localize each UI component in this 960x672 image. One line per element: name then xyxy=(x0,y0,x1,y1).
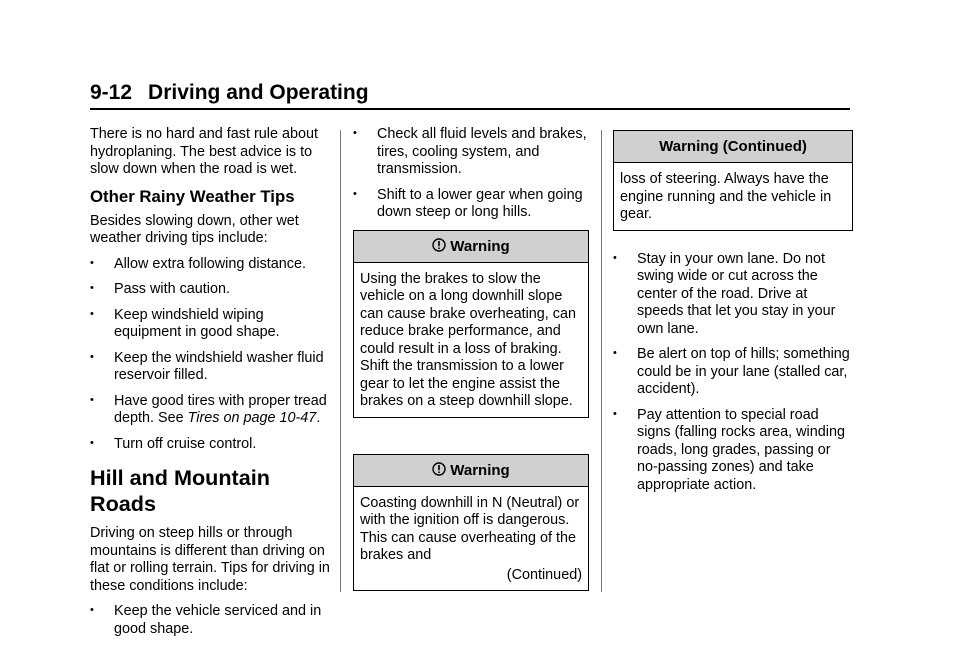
column-divider-1 xyxy=(340,130,341,592)
hydroplaning-paragraph: There is no hard and fast rule about hydroplaning. The best advice is to slow down when the road is wet. xyxy=(90,126,318,177)
list-item: • Pass with caution. xyxy=(90,281,230,297)
warning-symbol-icon xyxy=(432,238,446,252)
list-item: • Check all fluid levels and brakes, tires, cooling system, and transmission. xyxy=(353,126,587,177)
hill-intro-paragraph: Driving on steep hills or through mountains is different than driving on flat or rolling terrain. Tips for driving in these conditions include: xyxy=(90,525,330,594)
hill-tips-list xyxy=(90,603,330,638)
warning-title: Warning (Continued) xyxy=(614,131,852,163)
list-item: • Turn off cruise control. xyxy=(90,435,257,452)
list-item: • Keep the vehicle serviced and in good shape. xyxy=(90,603,322,637)
coasting-warning-continued xyxy=(613,130,853,231)
continued-label: (Continued) xyxy=(506,566,582,583)
column-divider-2 xyxy=(601,130,602,592)
page-number: 9-12 xyxy=(90,81,133,104)
bullet-icon: • xyxy=(90,436,94,449)
bullet-icon: • xyxy=(613,407,617,420)
list-item: • Allow extra following distance. xyxy=(90,255,306,272)
bullet-icon: • xyxy=(353,187,357,200)
bullet-icon: • xyxy=(90,282,94,294)
brake-overheating-warning xyxy=(353,230,589,418)
list-item: • Be alert on top of hills; something could be in your lane (stalled car, accident). xyxy=(613,346,850,397)
section-title: Driving and Operating xyxy=(148,81,369,104)
bullet-icon: • xyxy=(613,251,617,264)
bullet-icon: • xyxy=(90,256,94,269)
list-item: • Shift to a lower gear when going down steep or long hills. xyxy=(353,186,583,220)
hill-tips-list-cont xyxy=(353,126,589,222)
column-1 xyxy=(90,126,330,646)
list-item: • Have good tires with proper tread depth. See Tires on page 10-47. xyxy=(90,392,327,426)
column-3 xyxy=(613,126,853,502)
tires-page-reference[interactable]: Tires on page 10-47 xyxy=(187,410,317,426)
bullet-icon: • xyxy=(90,350,94,363)
rainy-weather-heading: Other Rainy Weather Tips xyxy=(90,186,295,206)
bullet-icon: • xyxy=(353,127,357,139)
warning-body: Coasting downhill in N (Neutral) or with the ignition off is dangerous. This can cause overheating of the brakes and (Continued) xyxy=(360,494,582,583)
warning-title: Warning xyxy=(354,231,588,263)
list-item: • Stay in your own lane. Do not swing wide or cut across the center of the road. Drive at speeds that let you stay in your own lane. xyxy=(613,250,836,337)
coasting-warning xyxy=(353,454,589,592)
warning-symbol-icon xyxy=(432,462,446,476)
bullet-icon: • xyxy=(90,604,94,616)
hill-mountain-heading: Hill and Mountain Roads xyxy=(90,465,270,516)
rainy-tips-list xyxy=(90,256,330,454)
list-item: • Keep windshield wiping equipment in good shape. xyxy=(90,306,280,340)
bullet-icon: • xyxy=(90,307,94,320)
warning-body: Using the brakes to slow the vehicle on a long downhill slope can cause brake overheating, can reduce brake performance, and could result in a loss of braking. Shift the transmission to a lower gear to let the engine assist the brakes on a steep downhill slope. xyxy=(360,270,577,409)
column-2 xyxy=(353,126,589,601)
warning-body: loss of steering. Always have the engine running and the vehicle in gear. xyxy=(620,171,832,222)
bullet-icon: • xyxy=(613,347,617,359)
hill-tips-list-cont-2 xyxy=(613,251,853,495)
page-header xyxy=(90,80,850,110)
list-item: • Keep the windshield washer fluid reservoir filled. xyxy=(90,349,324,383)
rainy-intro-paragraph: Besides slowing down, other wet weather driving tips include: xyxy=(90,212,299,246)
bullet-icon: • xyxy=(90,393,94,406)
list-item: • Pay attention to special road signs (falling rocks area, winding roads, long grades, passing or no-passing zones) and take appropriate action. xyxy=(613,406,845,493)
warning-title: Warning xyxy=(354,455,588,487)
